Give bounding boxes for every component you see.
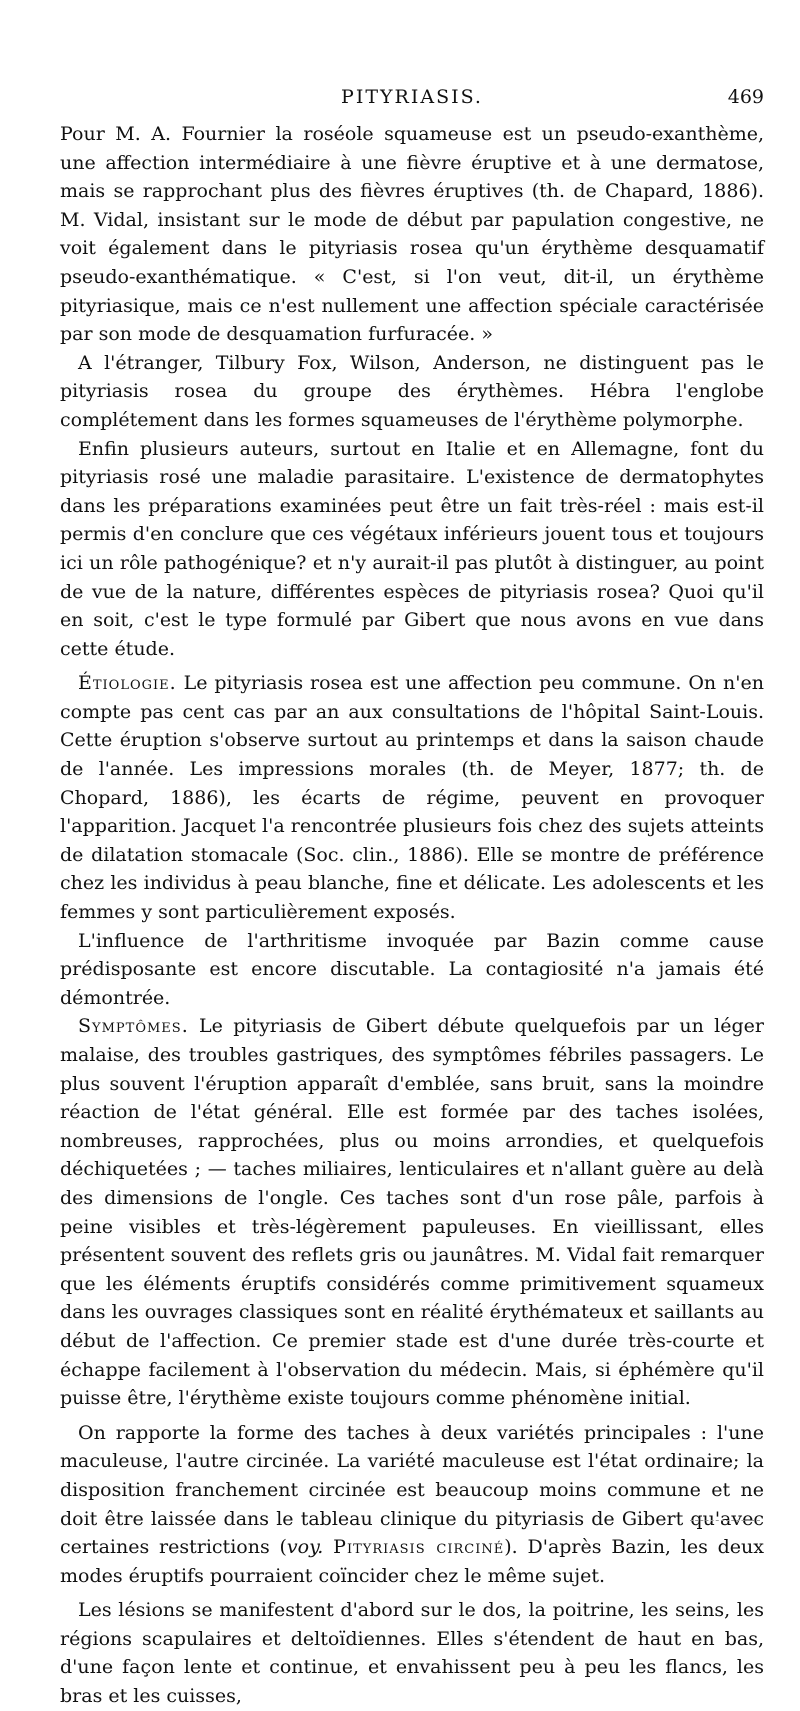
page-header: [60, 86, 764, 120]
section-heading-symptomes: Symptômes.: [78, 1015, 189, 1038]
paragraph: Enfin plusieurs auteurs, surtout en Italie et en Allemagne, font du pityriasis rosé une maladie parasitaire. L'existence de dermatophytes dans les préparations examinées peut être un fait très-réel : mais est-il permis d'en conclure que ces végétaux inférieurs jouent tous et toujours ici un rôle pathogénique? et n'y aurait-il pas plutôt à distinguer, au point de vue de la nature, différentes espèces de pityriasis rosea? Quoi qu'il en soit, c'est le type formulé par Gibert que nous avons en vue dans cette étude.: [60, 437, 764, 660]
paragraph-etiologie: [60, 669, 764, 926]
paragraph: A l'étranger, Tilbury Fox, Wilson, Anderson, ne distinguent pas le pityriasis rosea du groupe des érythèmes. Hébra l'englobe complétement dans les formes squameuses de l'érythème polymorphe.: [60, 351, 764, 431]
paragraph-text: Le pityriasis rosea est une affection peu commune. On n'en compte pas cent cas par an aux consultations de l'hôpital Saint-Louis. Cette éruption s'observe surtout au printemps et dans la saison chaude de l'année. Les impressions morales (th. de Meyer, 1877; th. de Chopard, 1886), les écarts de régime, peuvent en provoquer l'apparition. Jacquet l'a rencontrée plusieurs fois chez des sujets atteints de dilatation stomacale (Soc. clin., 1886). Elle se montre de préférence chez les individus à peau blanche, fine et délicate. Les adolescents et les femmes y sont particulièrement exposés.: [60, 672, 764, 924]
cross-reference: Pityriasis circiné: [333, 1536, 505, 1559]
paragraph: Pour M. A. Fournier la roséole squameuse est un pseudo-exanthème, une affection intermédiaire à une fièvre éruptive et à une dermatose, mais se rapprochant plus des fièvres éruptives (th. de Chapard, 1886). M. Vidal, insistant sur le mode de début par papulation congestive, ne voit également dans le pityriasis rosea qu'un érythème desquamatif pseudo-exanthématique. « C'est, si l'on veut, dit-il, un érythème pityriasique, mais ce n'est nullement une affection spéciale caractérisée par son mode de desquamation furfuracée. »: [60, 123, 764, 346]
paragraph: [60, 1419, 764, 1591]
voy-abbreviation: voy.: [286, 1536, 324, 1559]
footer-rule: [690, 1520, 760, 1521]
paragraph-text: On rapporte la forme des taches à deux variétés principales : l'une maculeuse, l'autre circinée. La variété maculeuse est l'état ordinaire; la disposition franchement circinée est beaucoup moins commune et ne doit être laissée dans le tableau clinique du pityriasis de Gibert qu'avec certaines restrictions (: [60, 1421, 764, 1559]
page-number: 469: [727, 86, 764, 108]
paragraph-symptomes: [60, 1012, 764, 1412]
paragraph: Les lésions se manifestent d'abord sur le dos, la poitrine, les seins, les régions scapulaires et deltoïdiennes. Elles s'étendent de haut en bas, d'une façon lente et continue, et envahissent peu à peu les flancs, les bras et les cuisses,: [60, 1599, 764, 1708]
page: [60, 86, 764, 1711]
paragraph-text: Le pityriasis de Gibert débute quelquefois par un léger malaise, des troubles gastriques, des symptômes fébriles passagers. Le plus souvent l'éruption apparaît d'emblée, sans bruit, sans la moindre réaction de l'état général. Elle est formée par des taches isolées, nombreuses, rapprochées, plus ou moins arrondies, et quelquefois déchiquetées ; — taches miliaires, lenticulaires et n'allant guère au delà des dimensions de l'ongle. Ces taches sont d'un rose pâle, parfois à peine visibles et très-légèrement papuleuses. En vieillissant, elles présentent souvent des reflets gris ou jaunâtres. M. Vidal fait remarquer que les éléments éruptifs considérés comme primitivement squameux dans les ouvrages classiques sont en réalité érythémateux et saillants au début de l'affection. Ce premier stade est d'une durée très-courte et échappe facilement à l'observation du médecin. Mais, si éphémère qu'il puisse être, l'érythème existe toujours comme phénomène initial.: [60, 1015, 764, 1410]
paragraph: L'influence de l'arthritisme invoquée par Bazin comme cause prédisposante est encore discutable. La contagiosité n'a jamais été démontrée.: [60, 929, 764, 1009]
paragraph-text: ). D'après Bazin, les deux modes éruptifs pourraient coïncider chez le même sujet.: [60, 1536, 765, 1587]
running-title: PITYRIASIS.: [341, 86, 483, 108]
section-heading-etiologie: Étiologie.: [78, 672, 177, 695]
